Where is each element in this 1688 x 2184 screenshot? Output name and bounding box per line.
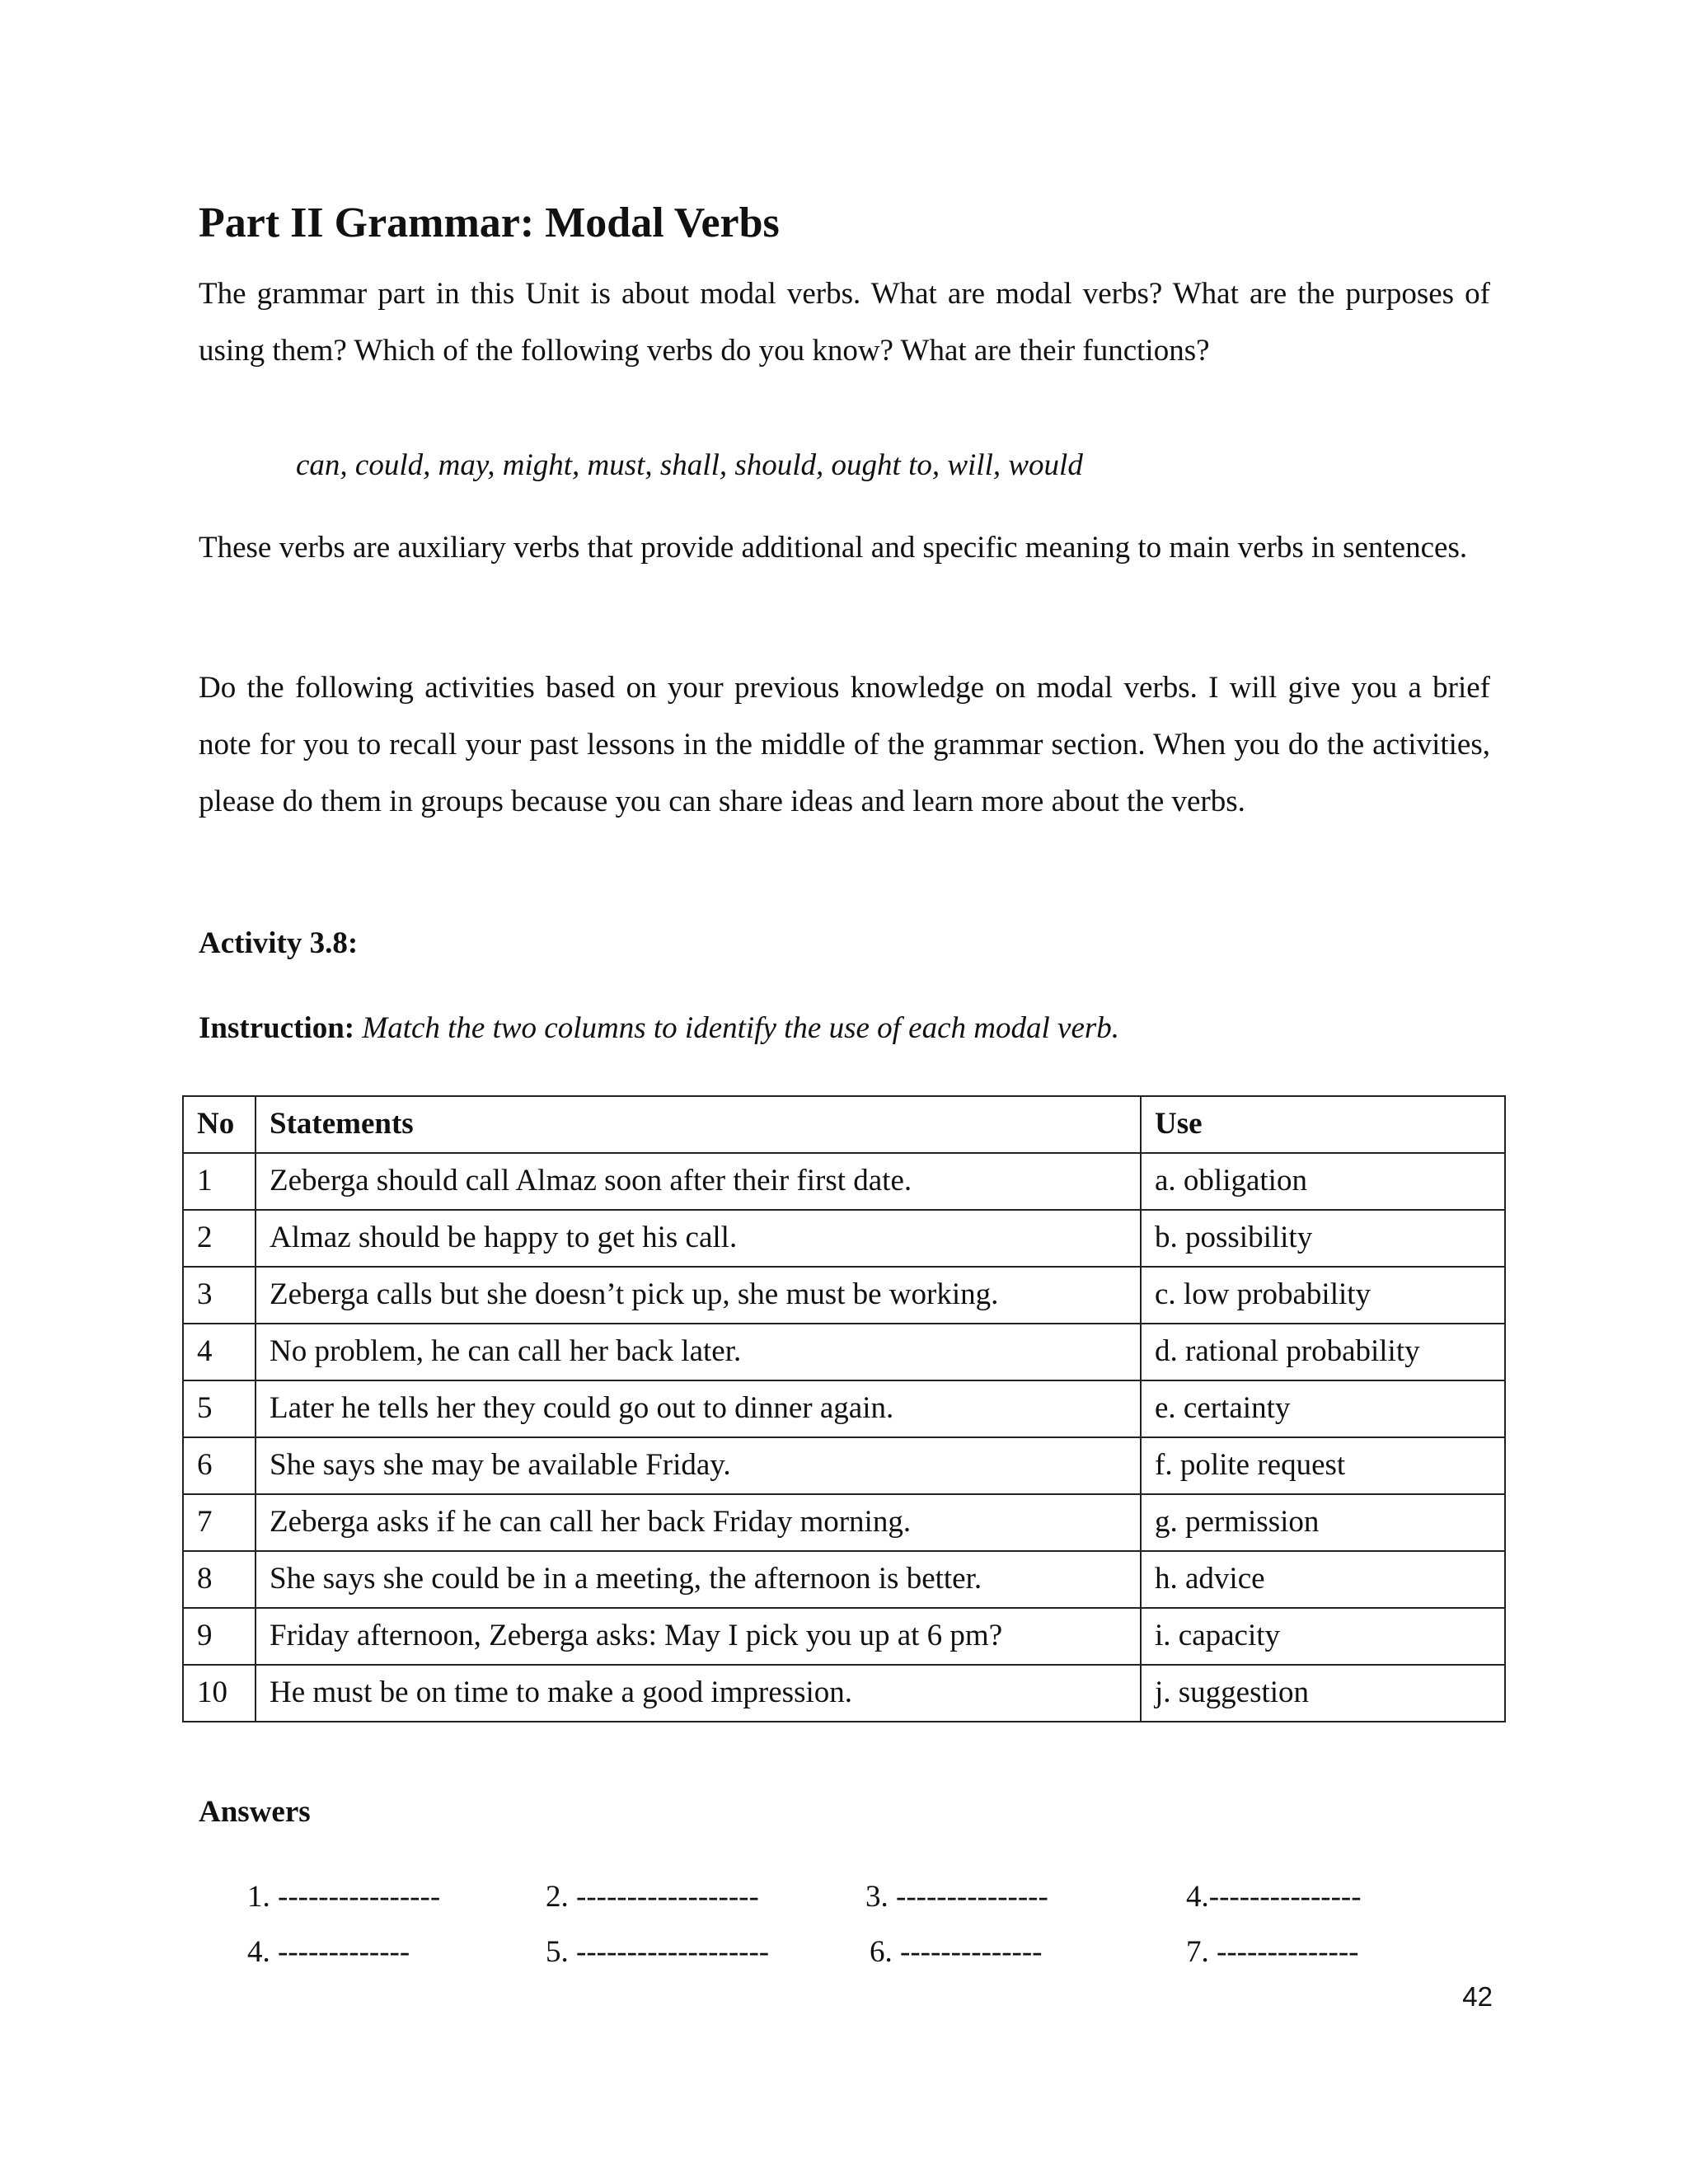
row-use: f. polite request: [1141, 1437, 1505, 1494]
answer-blank[interactable]: 2. ------------------: [546, 1880, 759, 1914]
page-number: 42: [1462, 1981, 1493, 2012]
instruction: [199, 1000, 1119, 1057]
row-number: 10: [183, 1665, 256, 1722]
row-use: c. low probability: [1141, 1267, 1505, 1324]
table-row: [183, 1210, 1505, 1267]
row-use: j. suggestion: [1141, 1665, 1505, 1722]
table-row: [183, 1267, 1505, 1324]
row-statement: He must be on time to make a good impression.: [256, 1665, 1141, 1722]
intro-paragraph: The grammar part in this Unit is about modal verbs. What are modal verbs? What are the purposes of using them? Which of the following verbs do you know? What are their functions?: [199, 277, 1490, 368]
row-statement: Zeberga calls but she doesn’t pick up, she must be working.: [256, 1267, 1141, 1324]
row-statement: Zeberga asks if he can call her back Friday morning.: [256, 1494, 1141, 1551]
row-use: g. permission: [1141, 1494, 1505, 1551]
row-statement: Friday afternoon, Zeberga asks: May I pick you up at 6 pm?: [256, 1608, 1141, 1665]
table-row: [183, 1380, 1505, 1437]
row-number: 1: [183, 1153, 256, 1210]
row-number: 8: [183, 1551, 256, 1608]
table-row: [183, 1494, 1505, 1551]
row-use: h. advice: [1141, 1551, 1505, 1608]
answer-blank[interactable]: 6. --------------: [870, 1935, 1043, 1969]
row-use: i. capacity: [1141, 1608, 1505, 1665]
answer-blank[interactable]: 3. ---------------: [865, 1880, 1048, 1914]
table-row: [183, 1324, 1505, 1380]
answer-blank[interactable]: 4.---------------: [1186, 1880, 1362, 1914]
activity-heading: Activity 3.8:: [199, 926, 359, 960]
table-row: [183, 1551, 1505, 1608]
table-header-row: [183, 1096, 1505, 1153]
row-number: 4: [183, 1324, 256, 1380]
header-no: No: [183, 1096, 256, 1153]
row-statement: She says she may be available Friday.: [256, 1437, 1141, 1494]
row-use: e. certainty: [1141, 1380, 1505, 1437]
row-statement: No problem, he can call her back later.: [256, 1324, 1141, 1380]
definition-paragraph: These verbs are auxiliary verbs that provide additional and specific meaning to main verbs in sentences.: [199, 531, 1468, 565]
table-row: [183, 1608, 1505, 1665]
answer-blank[interactable]: 1. ----------------: [247, 1880, 441, 1914]
table-row: [183, 1437, 1505, 1494]
row-number: 5: [183, 1380, 256, 1437]
instruction-label: Instruction:: [199, 1011, 355, 1045]
row-number: 2: [183, 1210, 256, 1267]
table-row: [183, 1153, 1505, 1210]
row-statement: Later he tells her they could go out to dinner again.: [256, 1380, 1141, 1437]
row-use: b. possibility: [1141, 1210, 1505, 1267]
answer-blank[interactable]: 7. --------------: [1186, 1935, 1359, 1969]
modal-verbs-list: can, could, may, might, must, shall, should, ought to, will, would: [296, 448, 1083, 482]
table-row: [183, 1665, 1505, 1722]
answers-heading: Answers: [199, 1795, 311, 1829]
answer-blank[interactable]: 5. -------------------: [546, 1935, 770, 1969]
header-use: Use: [1141, 1096, 1505, 1153]
header-statements: Statements: [256, 1096, 1141, 1153]
row-number: 7: [183, 1494, 256, 1551]
row-use: d. rational probability: [1141, 1324, 1505, 1380]
row-number: 3: [183, 1267, 256, 1324]
activities-paragraph: Do the following activities based on your previous knowledge on modal verbs. I will give you a brief note for you to recall your past lessons in the middle of the grammar section. When you do the activities, please do them in groups because you can share ideas and learn more about the verbs.: [199, 671, 1490, 818]
page-title: Part II Grammar: Modal Verbs: [199, 199, 780, 246]
row-number: 6: [183, 1437, 256, 1494]
row-statement: She says she could be in a meeting, the afternoon is better.: [256, 1551, 1141, 1608]
row-statement: Zeberga should call Almaz soon after their first date.: [256, 1153, 1141, 1210]
row-use: a. obligation: [1141, 1153, 1505, 1210]
row-number: 9: [183, 1608, 256, 1665]
row-statement: Almaz should be happy to get his call.: [256, 1210, 1141, 1267]
matching-table: [182, 1095, 1506, 1722]
instruction-text: Match the two columns to identify the use of each modal verb.: [362, 1011, 1120, 1045]
answer-blank[interactable]: 4. -------------: [247, 1935, 410, 1969]
